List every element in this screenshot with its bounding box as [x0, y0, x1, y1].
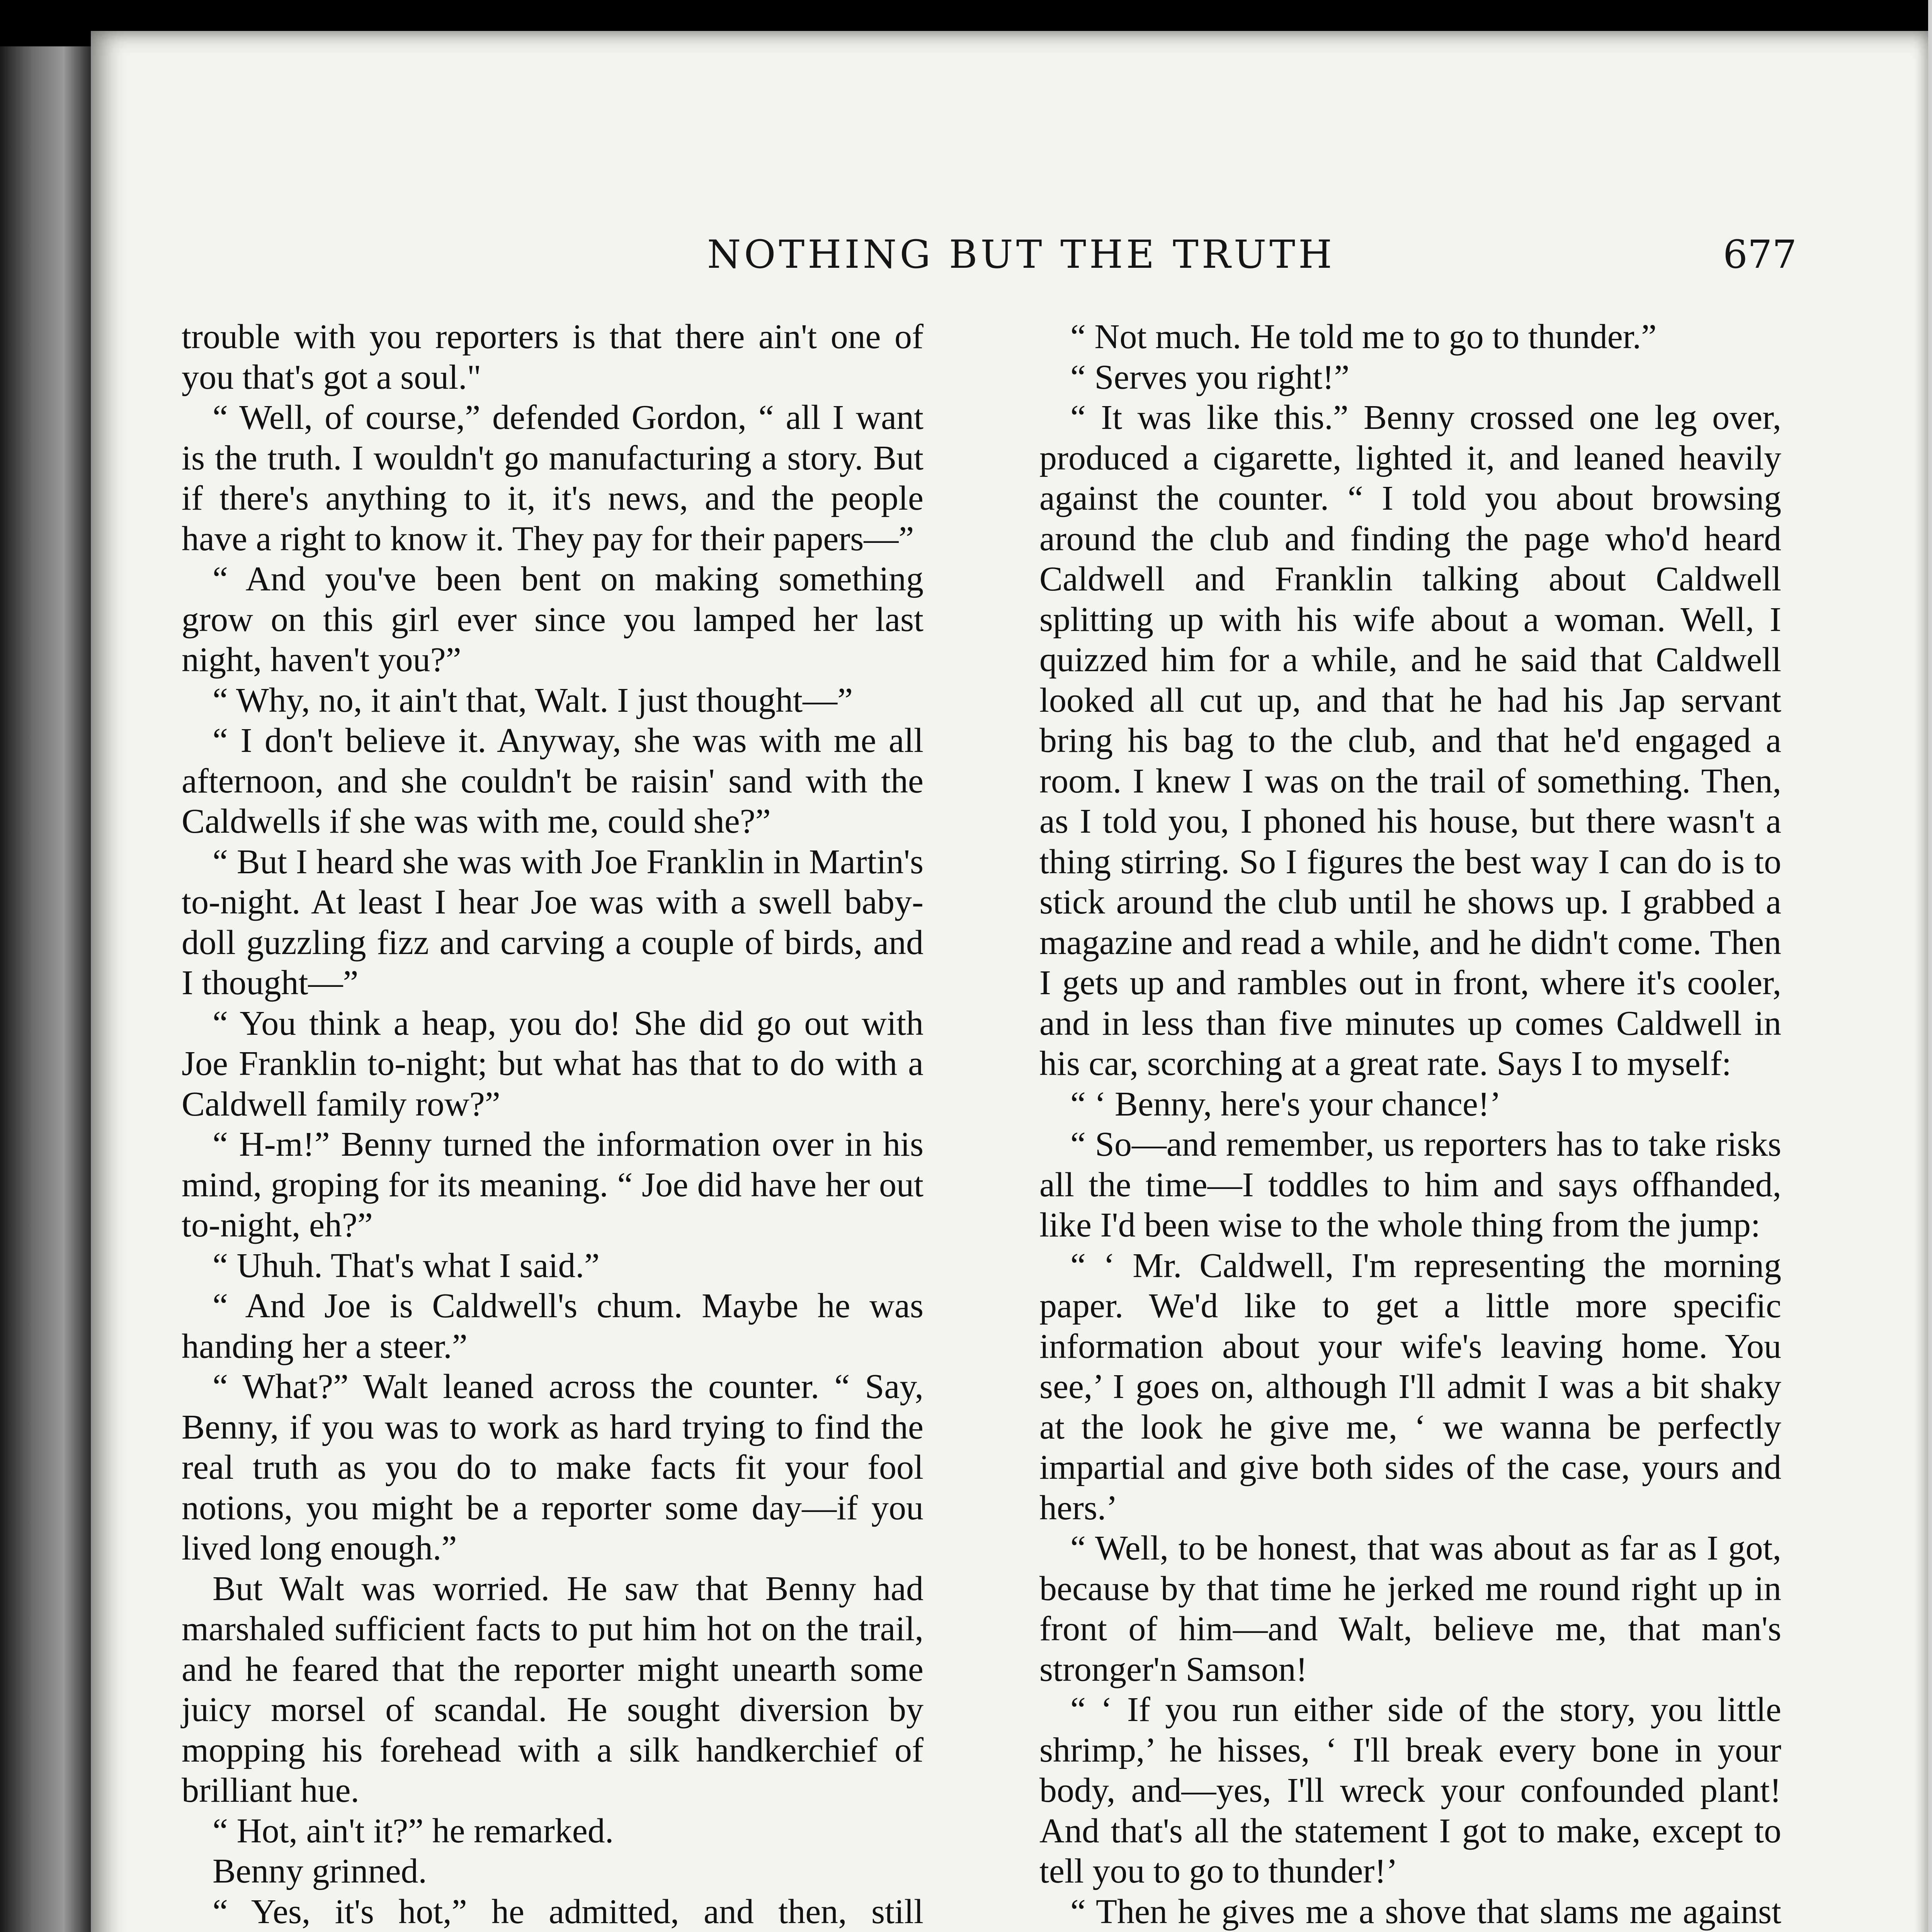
paragraph: “ I don't believe it. Anyway, she was with me all afternoon, and she couldn't be raisin' sand with the Caldwells if she was with me, could she?” — [182, 721, 923, 840]
paragraph: “ Hot, ain't it?” he remarked. — [213, 1811, 614, 1850]
page-number: 677 — [1723, 232, 1797, 277]
paragraph: “ And you've been bent on making something grow on this girl ever since you lamped her last night, haven't you?” — [182, 560, 923, 679]
facing-page-edge — [0, 46, 91, 1932]
paragraph: “ Serves you right!” — [1070, 358, 1350, 396]
paragraph: “ Why, no, it ain't that, Walt. I just thought—” — [213, 681, 853, 719]
paragraph: “ Well, of course,” defended Gordon, “ all I want is the truth. I wouldn't go manufacturing a story. But if there's anything to it, it's news, and the people have a right to know it. They pay for their papers—” — [182, 398, 923, 558]
left-text-column — [182, 317, 923, 1932]
paragraph: “ Then he gives me a shove that slams me against — [1070, 1892, 1781, 1931]
paragraph: “ You think a heap, you do! She did go out with Joe Franklin to-night; but what has that to do with a Caldwell family row?” — [182, 1004, 923, 1123]
paragraph: “ Yes, it's hot,” he admitted, and then, still — [213, 1892, 923, 1931]
paragraph: “ What?” Walt leaned across the counter. “ Say, Benny, if you was to work as hard trying to find the real truth as you do to make facts fit your fool notions, you might be a reporter some day—if you lived long enough.” — [182, 1367, 923, 1567]
paragraph: “ It was like this.” Benny crossed one leg over, produced a cigarette, lighted it, and leaned heavily against the counter. “ I told you about browsing around the club and finding the page who'd heard Caldwell and Franklin talking about Caldwell splitting up with his wife about a woman. Well, I quizzed him for a while, and he said that Caldwell looked all cut up, and that he had his Jap servant bring his bag to the club, and that he'd engaged a room. I knew I was on the trail of something. Then, as I told you, I phoned his house, but there wasn't a thing stirring. So I figures the best way I can do is to stick around the club until he shows up. I grabbed a magazine and read a while, and he didn't come. Then I gets up and rambles out in front, where it's cooler, and in less than five minutes up comes Caldwell in his car, scorching at a great rate. Says I to myself: — [1039, 398, 1781, 1083]
paragraph: “ ‘ If you run either side of the story, you little shrimp,’ he hisses, ‘ I'll break every bone in your body, and—yes, I'll wreck your confounded plant! And that's all the statement I got to make, except to tell you to go to thunder!’ — [1039, 1690, 1781, 1890]
paragraph: “ Not much. He told me to go to thunder.” — [1070, 318, 1657, 356]
paragraph: Benny grinned. — [213, 1852, 427, 1890]
running-head — [182, 232, 1797, 290]
paragraph: “ And Joe is Caldwell's chum. Maybe he was handing her a steer.” — [182, 1287, 923, 1366]
paragraph: “ H-m!” Benny turned the information over in his mind, groping for its meaning. “ Joe did have her out to-night, eh?” — [182, 1125, 923, 1244]
paragraph: trouble with you reporters is that there ain't one of you that's got a soul." — [182, 318, 923, 396]
paragraph: “ Uhuh. That's what I said.” — [213, 1246, 600, 1285]
paragraph: “ So—and remember, us reporters has to take risks all the time—I toddles to him and says offhanded, like I'd been wise to the whole thing from the jump: — [1039, 1125, 1781, 1244]
page-edge-strip — [1928, 0, 1932, 1932]
running-title: NOTHING BUT THE TRUTH — [707, 232, 1335, 277]
paragraph: “ Well, to be honest, that was about as far as I got, because by that time he jerked me round right up in front of him—and Walt, believe me, that man's stronger'n Samson! — [1039, 1529, 1781, 1689]
paragraph: “ ‘ Benny, here's your chance!’ — [1070, 1085, 1501, 1123]
paragraph: “ ‘ Mr. Caldwell, I'm representing the morning paper. We'd like to get a little more specific information about your wife's leaving home. You see,’ I goes on, although I'll admit I was a bit shaky at the look he give me, ‘ we wanna be perfectly impartial and give both sides of the case, yours and hers.’ — [1039, 1246, 1781, 1527]
paragraph: But Walt was worried. He saw that Benny had marshaled sufficient facts to put him hot on the trail, and he feared that the reporter might unearth some juicy morsel of scandal. He sought diversion by mopping his forehead with a silk handkerchief of brilliant hue. — [182, 1569, 923, 1810]
right-text-column — [1039, 317, 1781, 1932]
paragraph: “ But I heard she was with Joe Franklin in Martin's to-night. At least I hear Joe was with a swell baby-doll guzzling fizz and carving a couple of birds, and I thought—” — [182, 842, 923, 1002]
